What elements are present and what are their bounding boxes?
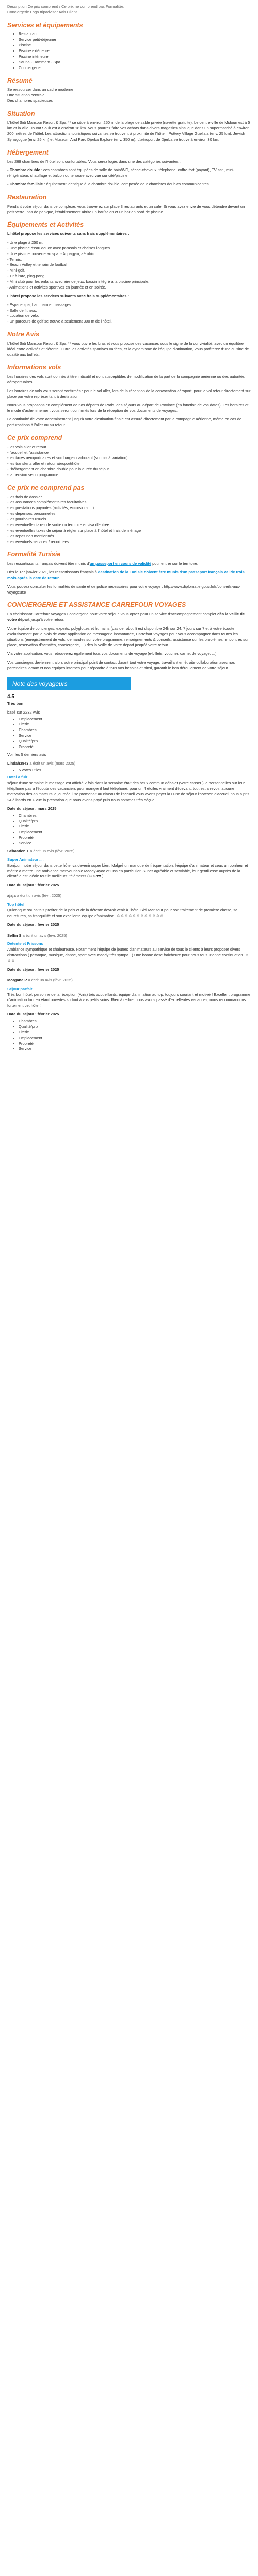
criteria-item: • Chambres <box>19 1019 251 1024</box>
list-item: • Conciergerie <box>19 65 251 71</box>
list-item: - Salle de fitness. <box>7 308 37 313</box>
free-services-list <box>7 240 251 291</box>
hebergement-title: Hébergement <box>7 148 49 156</box>
review-criteria-list <box>7 813 251 846</box>
list-item: - les assurances complémentaires facultatives <box>7 500 87 505</box>
review-author[interactable]: Sébastien T <box>7 848 29 853</box>
review-title[interactable]: Séjour parfait <box>7 986 33 991</box>
situation-title: Situation <box>7 110 35 117</box>
restauration-title: Restauration <box>7 194 47 201</box>
prix-comprend-title: Ce prix comprend <box>7 434 62 442</box>
infos-vols-p4: La continuité de votre acheminement jusqu'à votre destination finale est assuré directement par la compagnie aérienne, même en cas de perturbations à l'aller ou au retour. <box>7 417 242 428</box>
based-on-count: basé sur 2232 Avis <box>7 709 40 715</box>
infos-vols-p1: Les horaires des vols sont donnés à titre indicatif et sont susceptibles de modification de la part de la compagnie aérienne ou des autorités aéroportuaires. <box>7 374 245 384</box>
review-stay-date: Date du séjour : février 2025 <box>7 1012 59 1017</box>
paid-services-list <box>7 302 251 325</box>
review-stay-date: Date du séjour : février 2025 <box>7 967 59 972</box>
resume-list <box>7 87 251 104</box>
review-body: Quiconque souhaitais profiter de la paix et de la détente devrait venir à l'hôtel Sidi Mansour pour son traitement de premiere classe, sa nourritures, sa tranquillité et son excellente équipe d'animation. ☺☺☺☺☺☺☺☺☺☺☺☺ <box>7 907 238 918</box>
review-author[interactable]: Morgane P <box>7 977 27 982</box>
criteria-item: • Literie <box>19 722 251 727</box>
list-item: - Une plage à 250 m. <box>7 240 44 245</box>
list-item: - Mini club pour les enfants avec aire de jeux, bassin intégré à la piscine principale. <box>7 279 150 284</box>
list-item: Une situation centrale <box>7 93 45 97</box>
restauration-text: Pendant votre séjour dans ce complexe, vous trouverez sur place 3 restaurants et un café. Si vous avez envie de vous détendre devant un petit verre, pas de panique, l'établissement abrite un bar/salon et un bar en bord de piscine. <box>7 204 245 214</box>
equipements-title: Équipements et Activités <box>7 221 84 229</box>
formalite-p3: Vous pouvez consulter les formalités de santé et de police nécessaires pour votre voyage : http://www.diplomatie.gouv.fr/fr/conseils-aux-voyageurs/ <box>7 584 240 595</box>
list-item: • Sauna - Hammam - Spa <box>19 60 251 65</box>
list-item: - Une piscine d'eau douce avec parasols et chaises longues. <box>7 245 111 250</box>
conciergerie-title: CONCIERGERIE ET ASSISTANCE CARREFOUR VOYAGES <box>7 601 186 609</box>
situation-text: L'hôtel Sidi Mansour Resort & Spa 4* se situe à environ 250 m de la plage de sable privée (navette gratuite). Le centre-ville de Midoun est à 5 km et la ville Houmt Souk est à environ 18 km. Vous pourrez faire vos achats dans divers magasins ainsi que dans un supermarché à environ 200 mètres de l'hôtel. Les attractions touristiques suivantes se trouvent à proximité de l'hôtel : Pottery Village Guellala (env. 25 km), Jewish Synagogue (env. 25 km) et Museum And Parc Djerba Explore (env. 350 m). L'aéroport de Djerba se trouve à environ 30 km. <box>7 120 250 142</box>
criteria-item: • Propreté <box>19 1041 251 1047</box>
list-item: - les taxes aéroportuaires et surcharges carburant (soumis à variation) <box>7 455 128 461</box>
criteria-item: • Propreté <box>19 835 251 841</box>
overall-rating: 4.5 <box>7 694 14 700</box>
prix-ne-comprend-pas-list <box>7 495 251 545</box>
prix-ne-comprend-pas-title: Ce prix ne comprend pas <box>7 484 85 492</box>
criteria-item: • Qualité/prix <box>19 1024 251 1030</box>
resume-title: Résumé <box>7 77 33 84</box>
review <box>7 933 251 973</box>
list-item: - l'accueil et l'assistance <box>7 450 49 455</box>
infos-vols-title: Informations vols <box>7 364 61 371</box>
review-date: a écrit un avis (févr. 2025) <box>17 893 62 899</box>
criteria-item: • Emplacement <box>19 1036 251 1041</box>
review-title[interactable]: Super Animateur .... <box>7 857 44 862</box>
list-item: Se ressourcer dans un cadre moderne <box>7 87 73 92</box>
list-item: - les frais de dossier <box>7 494 42 499</box>
list-item: - les éventuels services / recort fees <box>7 539 69 544</box>
criteria-item: • Chambres <box>19 727 251 733</box>
services-list <box>7 31 251 71</box>
list-item: - Un parcours de golf se trouve à seulement 300 m de l'hôtel. <box>7 319 112 324</box>
list-item: - Mini-golf. <box>7 268 26 273</box>
review-title[interactable]: Top hôtel <box>7 902 25 907</box>
text-fragment: Dès le 1er janvier 2021, les ressortissants français à <box>7 569 98 574</box>
prix-comprend-list <box>7 445 251 478</box>
review <box>7 761 251 846</box>
chambre-familiale-text <box>7 182 251 188</box>
text-fragment: Les ressortissants français doivent être munis d' <box>7 561 90 566</box>
criteria-item: • Chambres <box>19 813 251 819</box>
list-item: • Service petit-déjeuner <box>19 37 251 43</box>
text-fragment: En choisissant Carrefour Voyages Conciergerie pour votre séjour, vous optez pour un service d'accompagnement complet <box>7 612 218 616</box>
breadcrumb-line-2[interactable]: Conciergerie Logo tripadvisor Avis Client <box>7 9 77 14</box>
services-title: Services et équipements <box>7 21 83 29</box>
passport-link[interactable]: un passeport en cours de validité <box>89 561 152 566</box>
formalite-p2 <box>7 570 251 581</box>
list-item: • Piscine extérieure <box>19 48 251 54</box>
criteria-item: • Qualité/prix <box>19 819 251 824</box>
text-fragment: jusqu'à votre retour. <box>29 617 65 622</box>
review-date: a écrit un avis (févr. 2025) <box>22 933 67 938</box>
criteria-item: • Emplacement <box>19 829 251 835</box>
criteria-item: • Emplacement <box>19 717 251 722</box>
list-item: - les dépenses personnelles <box>7 511 56 516</box>
review-author[interactable]: Lindah3843 <box>7 760 29 766</box>
review-author-line <box>7 761 251 767</box>
criteria-list <box>7 717 251 750</box>
list-item: - Location de vélo. <box>7 313 39 318</box>
review-author[interactable]: Selfin S <box>7 933 22 938</box>
review-author-line <box>7 849 251 854</box>
review <box>7 893 251 927</box>
passport-validity-link[interactable]: destination de la Tunisie doivent être munis d'un passeport français valide trois mois après la date de retour. <box>7 569 245 580</box>
criteria-item: • Service <box>19 841 251 846</box>
list-item: - Animations et activités sportives en journée et en soirée. <box>7 284 106 290</box>
review-author-line <box>7 978 251 984</box>
list-item: - les vols aller et retour <box>7 444 46 449</box>
review-stay-date: Date du séjour : mars 2025 <box>7 806 57 811</box>
review-body: Ambiance sympathique et chaleureuse. Notamment l'équipe de jeunes d'animateurs au service de tous le clients à leurs proposer divers distractions ( pétanque, musique, danse, sport avec maddy très sympa...) Une bonne dose fraicheure pour nous tous. Bonne continuation. ☺☺☺ <box>7 947 249 963</box>
breadcrumb <box>7 4 251 15</box>
rating-label: Très bon <box>7 701 24 706</box>
formalite-p1 <box>7 561 251 567</box>
chambre-double-label: - Chambre double <box>7 167 40 173</box>
avis-text: L'hôtel Sidi Mansour Resort & Spa 4* vous ouvre les bras et vous propose des vacances sous le signe de la convivialité, avec un équilibre idéal entre activités et détente. Outre les activités sportives variées, et la dynamisme de l'équipe d'animation, vous profiterez d'une cuisine de qualité aux buffets. <box>7 341 249 357</box>
list-item: • Piscine intérieure <box>19 54 251 60</box>
criteria-item: • Service <box>19 733 251 739</box>
review-votes-item: • 5 votes utiles <box>19 768 251 773</box>
list-item: • Restaurant <box>19 31 251 37</box>
review-criteria-list <box>7 1019 251 1052</box>
review-body: séjour d'une semaine le message est affiché 2 fois dans la semaine était des heux commun débalet (votre casser ) le personnelles sur leur téléphone pas a l'écoute des vacanciers pour manger il faut téléphoné, pour un 4 étoiles vraiment décevant. tout est a revoir. aucune motivation des animateurs la journée il se promenait au niveau de l'accueil vous avons payer la Lune de séjour l'hoteson d'accueil nous a pris 24 élisards en + vue la prestation que nous avons payé puis nous sommes très déçue <box>7 781 250 802</box>
list-item: - Une piscine couverte au spa. - Aquagym, aérobic ... <box>7 251 99 256</box>
criteria-item: • Qualité/prix <box>19 739 251 744</box>
list-item: - Tir à l'arc, ping-pong. <box>7 274 46 279</box>
review-stay-date: Date du séjour : février 2025 <box>7 883 59 888</box>
last-reviews-label: Voir les 5 derniers avis <box>7 752 46 757</box>
list-item: - Beach Volley et terrain de football. <box>7 262 69 267</box>
infos-vols-p2: Les horaires de vols vous seront confirmés : pour le vol aller, lors de la réception de la convocation aéroport, pour le vol retour directement sur place par votre représentant à destination. <box>7 388 251 399</box>
review-author[interactable]: ajaja <box>7 893 16 899</box>
infos-vols-p3: Nous vous proposons en complément de nos départs de Paris, des séjours au départ de Province (en fonction de vos dates). Les horaires et le mode d'acheminement vous seront confirmés lors de la réception de vos documents de voyages. <box>7 402 249 413</box>
list-item: - la pension selon programme <box>7 472 59 477</box>
paid-services-title: L'hôtel propose les services suivants avec frais supplémentaires : <box>7 293 130 298</box>
notes-voyageurs-bar: Note des voyageurs <box>7 677 131 690</box>
formalite-title: Formalité Tunisie <box>7 551 61 558</box>
text-fragment: dès la veille de votre départ <box>7 612 245 622</box>
review-body: Très bon hôtel, personne de la réception (Anis) très accueillants, équipe d'animation au top, toujours souriant et motivé ! Excellent programme d'animation tout en étant ouvertes surtout à vos petits soins. Rien à redire, nous avons passé d'excellentes vacances, nous recommandons fortement cet hôtel ! <box>7 992 250 1008</box>
list-item: - les transferts aller et retour aéroport/hôtel <box>7 461 81 466</box>
text-fragment: pour entrer sur le territoire. <box>151 561 198 566</box>
review-author-line <box>7 933 251 939</box>
chambre-familiale-label: - Chambre familiale <box>7 182 43 187</box>
conciergerie-p1 <box>7 612 251 623</box>
review-date: a écrit un avis (févr. 2025) <box>28 977 73 982</box>
review-stay-date: Date du séjour : février 2025 <box>7 922 59 927</box>
review-title[interactable]: Détente et Frissons <box>7 941 43 946</box>
criteria-item: • Propreté <box>19 744 251 750</box>
hebergement-intro: Les 269 chambres de l'hôtel sont confortables. Vous serez logés dans une des catégories suivantes : <box>7 159 181 164</box>
review <box>7 978 251 1053</box>
list-item: - les pourboires usuels <box>7 517 46 521</box>
breadcrumb-line-1[interactable]: Description Ce prix comprend / Ce prix ne comprend pas Formalités <box>7 4 124 9</box>
review-date: a écrit un avis (mars 2025) <box>29 760 76 766</box>
criteria-item: • Literie <box>19 824 251 829</box>
list-item: - Espace spa, hammam et massages. <box>7 302 72 307</box>
list-item: - Tennis. <box>7 257 22 262</box>
list-item: • Piscine <box>19 43 251 48</box>
review-date: a écrit un avis (févr. 2025) <box>30 848 75 853</box>
conciergerie-p3: Via votre application, vous retrouverez également tous vos documents de voyage (e-billets, voucher, carnet de voyage, ...) <box>7 651 217 656</box>
conciergerie-p4: Vos concierges deviennent alors votre principal point de contact durant tout votre voyage, travaillant en étroite collaboration avec nos partenaires locaux et nos équipes internes pour répondre à tous vos besoins et ainsi, garantir le bon déroulement de votre séjour. <box>7 660 235 670</box>
review-body: Bonjour, notre séjour dans cette hôtel va devenir super bien. Malgré un manque de fréquentation. l'équipe d'animateur et ceux un bonheur et mérite à mettre une ambiance menvouriable Maddy Ayoo et Oss en particulier. Super agréable et serviable, leur gentillesse auprès de la clientèle est idéale tout le meilleurs! téléments (☺☺♥♥ ) <box>7 862 248 879</box>
review-title[interactable]: Hotel a fuir <box>7 775 28 780</box>
list-item: - les éventuelles taxes de sortie du territoire et visa d'entrée <box>7 522 109 527</box>
review <box>7 849 251 888</box>
list-item: - les repas non mentionnés <box>7 533 54 538</box>
avis-title: Notre Avis <box>7 331 40 338</box>
criteria-item: • Literie <box>19 1030 251 1036</box>
page <box>0 0 258 1052</box>
list-item: - les éventuelles taxes de séjour à régler sur place à l'hôtel et frais de ménage <box>7 528 141 533</box>
chambre-double-text <box>7 167 251 179</box>
chambre-familiale-desc: : équipement identique à la chambre double, composée de 2 chambres doubles communicantes. <box>43 182 210 187</box>
list-item: Des chambres spacieuses <box>7 98 53 103</box>
review-author-line <box>7 893 251 899</box>
review-votes <box>7 768 251 773</box>
list-item: - l'hébergement en chambre double pour la durée du séjour <box>7 467 109 472</box>
list-item: - les prestations payantes (activités, excursions ...) <box>7 505 94 511</box>
conciergerie-p2: Votre équipe de concierges, experts, polyglottes et humains (pas de robot !) est disponible 24h sur 24, 7 jours sur 7 et à votre écoute exclusivement par le biais de votre application de messagerie instantanée, Carrefour Voyages pour vous accompagner dans toutes les situations (enregistrement de vols, demandes sur votre programme, renseignements & conseils, assistance sur les problèmes rencontrés sur place, réservation d'activités, conciergerie, ...) dès la veille de votre départ jusqu'à votre retour. <box>7 625 249 648</box>
criteria-item: • Service <box>19 1046 251 1052</box>
chambre-double-desc: : ces chambres sont équipées de salle de bain/WC, sèche-cheveux, téléphone, coffre-fort (payant), TV sat., mini-réfrigérateur, chauffage et balcon ou terrasse avec vue sur cité/piscine. <box>7 167 235 178</box>
free-services-title: L'hôtel propose les services suivants sans frais supplémentaires : <box>7 231 130 236</box>
